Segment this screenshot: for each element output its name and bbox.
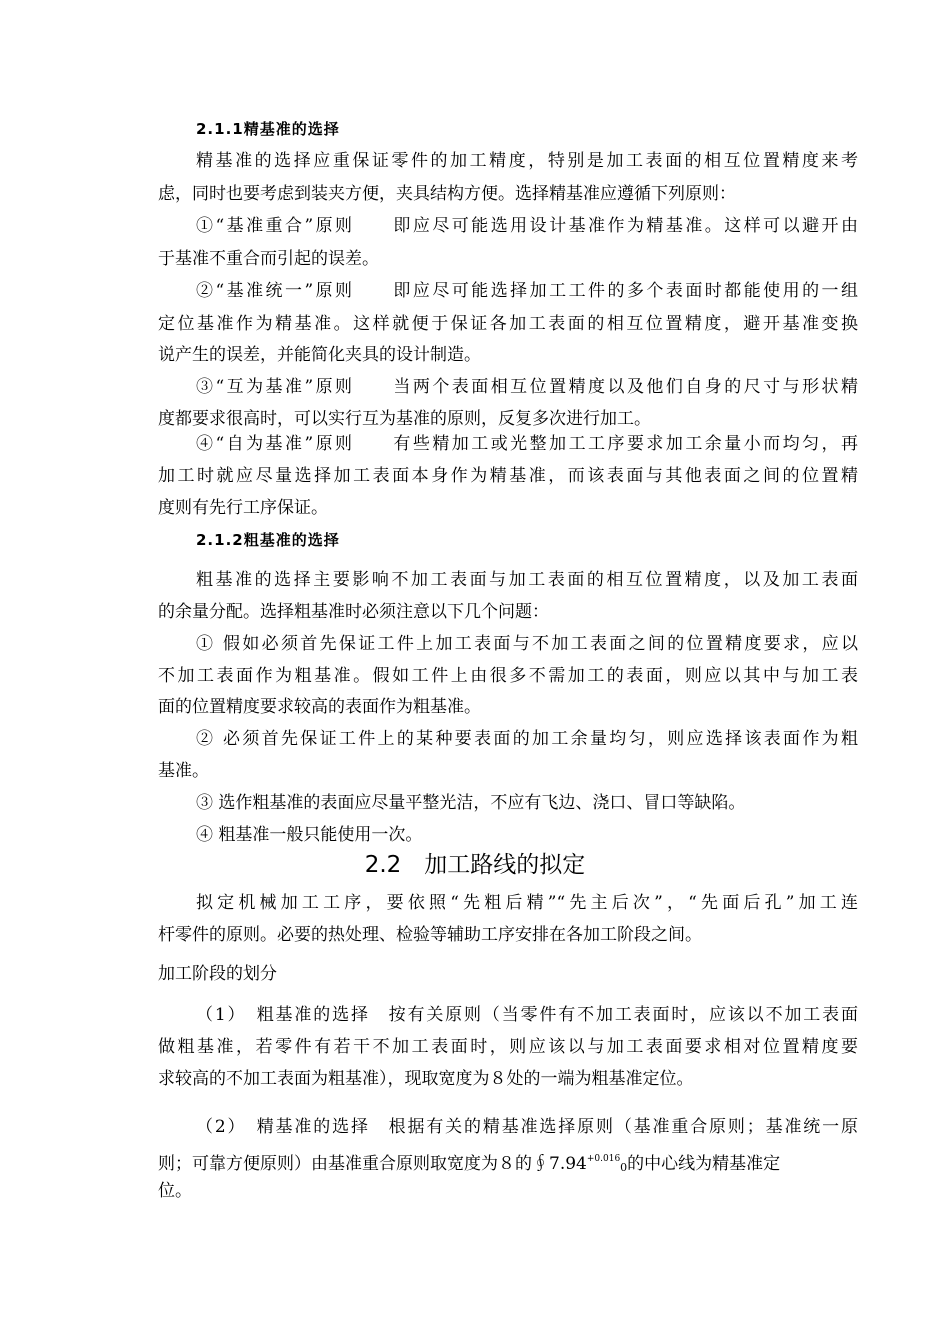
stage-item-line: 做粗基准，若零件有若干不加工表面时，则应该以与加工表面要求相对位置精度要 [158,1037,858,1057]
principle-line: 加工时就应尽量选择加工表面本身作为精基准，而该表面与其他表面之间的位置精 [158,466,858,486]
section-heading-2-1-2: 2.1.2粗基准的选择 [196,531,340,549]
formula-text-before: 则；可靠方便原则）由基准重合原则取宽度为８的∮7.94 [158,1154,587,1174]
stage-item-line: （1） 粗基准的选择 按有关原则（当零件有不加工表面时，应该以不加工表面 [196,1005,858,1025]
issue-line: 面的位置精度要求较高的表面作为粗基准。 [158,697,481,717]
stage-item-line: （2） 精基准的选择 根据有关的精基准选择原则（基准重合原则；基准统一原 [196,1117,858,1137]
issue-line: ① 假如必须首先保证工件上加工表面与不加工表面之间的位置精度要求，应以 [196,634,858,654]
principle-line: 定位基准作为精基准。这样就便于保证各加工表面的相互位置精度，避开基准变换 [158,314,858,334]
issue-line: ④ 粗基准一般只能使用一次。 [196,825,423,845]
issue-line: ② 必须首先保证工件上的某种要表面的加工余量均匀，则应选择该表面作为粗 [196,729,858,749]
principle-line: ②“基准统一”原则 即应尽可能选择加工工件的多个表面时都能使用的一组 [196,281,858,301]
paragraph-line: 杆零件的原则。必要的热处理、检验等辅助工序安排在各加工阶段之间。 [158,925,702,945]
paragraph-line: 拟定机械加工工序，要依照“先粗后精”“先主后次”，“先面后孔”加工连 [196,893,858,913]
principle-line: 度则有先行工序保证。 [158,498,328,518]
principle-line: 于基准不重合而引起的误差。 [158,249,379,269]
tolerance-subscript: 0 [620,1161,628,1174]
paragraph-line: 精基准的选择应重保证零件的加工精度，特别是加工表面的相互位置精度来考 [196,151,858,171]
principle-line: ①“基准重合”原则 即应尽可能选用设计基准作为精基准。这样可以避开由 [196,216,858,236]
issue-line: ③ 选作粗基准的表面应尽量平整光洁，不应有飞边、浇口、冒口等缺陷。 [196,793,746,813]
issue-line: 基准。 [158,761,209,781]
principle-line: ④“自为基准”原则 有些精加工或光整加工工序要求加工余量小而均匀，再 [196,434,858,454]
paragraph-line: 粗基准的选择主要影响不加工表面与加工表面的相互位置精度，以及加工表面 [196,570,858,590]
stage-item-line: 求较高的不加工表面为粗基准），现取宽度为８处的一端为粗基准定位。 [158,1069,694,1089]
principle-line: 说产生的误差，并能简化夹具的设计制造。 [158,345,481,365]
paragraph-line: 虑，同时也要考虑到装夹方便，夹具结构方便。选择精基准应遵循下列原则： [158,184,736,204]
subsection-title: 加工阶段的划分 [158,964,277,984]
issue-line: 不加工表面作为粗基准。假如工件上由很多不需加工的表面，则应以其中与加工表 [158,666,858,686]
stage-item-line: 位。 [158,1181,192,1201]
formula-text-after: 的中心线为精基准定 [627,1154,781,1174]
paragraph-line: 的余量分配。选择粗基准时必须注意以下几个问题： [158,602,549,622]
principle-line: 度都要求很高时，可以实行互为基准的原则，反复多次进行加工。 [158,409,651,429]
stage-item-line-formula [158,1149,858,1178]
section-heading-2-1-1: 2.1.1精基准的选择 [196,120,340,138]
principle-line: ③“互为基准”原则 当两个表面相互位置精度以及他们自身的尺寸与形状精 [196,377,858,397]
tolerance-superscript: +0.016 [586,1154,621,1164]
section-heading-2-2: 2.2 加工路线的拟定 [364,852,586,878]
